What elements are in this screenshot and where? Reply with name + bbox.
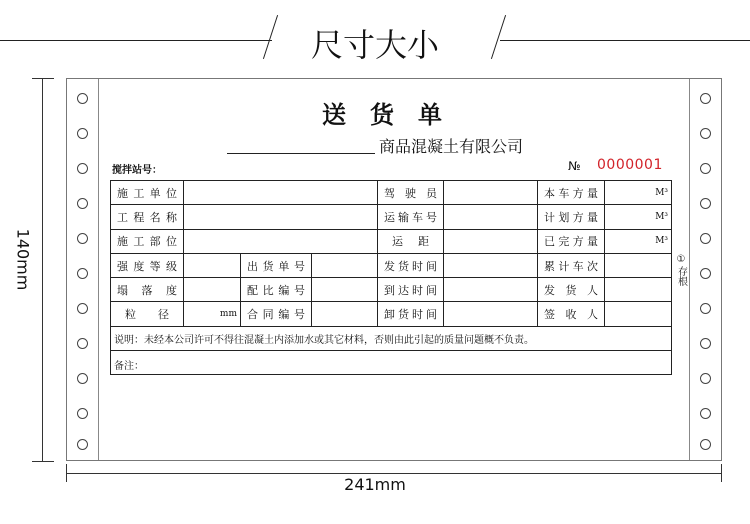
cell-value[interactable] <box>605 302 672 326</box>
company-suffix: 商品混凝土有限公司 <box>379 137 524 156</box>
tractor-strip-right <box>689 79 721 460</box>
cell-value[interactable] <box>444 278 538 302</box>
cell-value[interactable] <box>444 302 538 326</box>
station-label: 搅拌站号： <box>112 165 162 176</box>
cell-value[interactable] <box>184 181 378 205</box>
table-row <box>111 351 672 375</box>
company-name-blank <box>227 153 375 154</box>
cell-label: 到达时间 <box>378 278 444 302</box>
sprocket-hole <box>700 338 711 349</box>
width-dimension-line <box>66 473 722 474</box>
cell-label: 施工单位 <box>111 181 184 205</box>
cell-value[interactable] <box>184 229 378 253</box>
sprocket-hole <box>77 338 88 349</box>
cell-label: 运距 <box>378 229 444 253</box>
sprocket-hole <box>700 268 711 279</box>
width-dimension-label: 241mm <box>344 475 406 494</box>
sprocket-hole <box>700 408 711 419</box>
copy-indicator <box>673 253 689 286</box>
delivery-form <box>66 78 722 461</box>
cell-unit[interactable]: M³ <box>605 205 672 229</box>
cell-value[interactable] <box>444 253 538 277</box>
cell-label: 粒径 <box>111 302 184 326</box>
sprocket-hole <box>77 198 88 209</box>
cell-value[interactable] <box>184 278 241 302</box>
height-dimension-label: 140mm <box>13 228 33 291</box>
cell-label: 施工部位 <box>111 229 184 253</box>
sprocket-hole <box>77 373 88 384</box>
cell-value[interactable] <box>312 253 378 277</box>
table-row <box>111 253 672 277</box>
sprocket-hole <box>700 373 711 384</box>
cell-value[interactable] <box>444 181 538 205</box>
cell-label: 合同编号 <box>241 302 312 326</box>
cell-value[interactable] <box>444 205 538 229</box>
cell-value[interactable] <box>184 205 378 229</box>
table-row <box>111 302 672 326</box>
cell-unit[interactable]: mm <box>184 302 241 326</box>
form-table <box>110 180 672 375</box>
cell-value[interactable] <box>312 278 378 302</box>
cell-label: 强度等级 <box>111 253 184 277</box>
cell-value[interactable] <box>184 253 241 277</box>
cell-label: 出货单号 <box>241 253 312 277</box>
cell-value[interactable] <box>312 302 378 326</box>
sprocket-hole <box>77 163 88 174</box>
cell-label: 签收人 <box>538 302 605 326</box>
sprocket-hole <box>700 198 711 209</box>
cell-label: 计划方量 <box>538 205 605 229</box>
sprocket-hole <box>700 303 711 314</box>
cell-label: 发货时间 <box>378 253 444 277</box>
cell-unit[interactable]: M³ <box>605 229 672 253</box>
remark-field[interactable]: 备注： <box>111 351 672 375</box>
table-row <box>111 278 672 302</box>
cell-label: 塌落度 <box>111 278 184 302</box>
cell-label: 卸货时间 <box>378 302 444 326</box>
cell-label: 配比编号 <box>241 278 312 302</box>
cell-value[interactable] <box>605 278 672 302</box>
cell-label: 已完方量 <box>538 229 605 253</box>
sprocket-hole <box>77 439 88 450</box>
sprocket-hole <box>77 268 88 279</box>
cell-label: 运输车号 <box>378 205 444 229</box>
copy-text: 存根 <box>675 266 687 286</box>
table-row <box>111 229 672 253</box>
table-row <box>111 181 672 205</box>
sprocket-hole <box>77 303 88 314</box>
note-text: 说明：未经本公司许可不得往混凝土内添加水或其它材料，否则由此引起的质量问题概不负责。 <box>111 326 672 350</box>
sprocket-hole <box>700 233 711 244</box>
cell-label: 累计车次 <box>538 253 605 277</box>
dim-tick-top <box>32 78 54 79</box>
table-row <box>111 205 672 229</box>
page-title: 尺寸大小 <box>310 26 439 64</box>
sprocket-hole <box>77 408 88 419</box>
copy-mark: ① <box>676 254 686 265</box>
serial-number: 0000001 <box>597 157 663 173</box>
form-title: 送货单 <box>322 100 466 129</box>
sprocket-hole <box>700 163 711 174</box>
cell-label: 工程名称 <box>111 205 184 229</box>
cell-unit[interactable]: M³ <box>605 181 672 205</box>
cell-label: 本车方量 <box>538 181 605 205</box>
number-symbol: № <box>568 159 581 173</box>
sprocket-hole <box>700 439 711 450</box>
tractor-strip-left <box>67 79 99 460</box>
cell-value[interactable] <box>605 253 672 277</box>
cell-label: 驾驶员 <box>378 181 444 205</box>
dim-tick-bottom <box>32 461 54 462</box>
table-row <box>111 326 672 350</box>
cell-value[interactable] <box>444 229 538 253</box>
height-dimension-line <box>42 78 43 461</box>
sprocket-hole <box>77 233 88 244</box>
header-rule-right <box>500 40 750 41</box>
cell-label: 发货人 <box>538 278 605 302</box>
